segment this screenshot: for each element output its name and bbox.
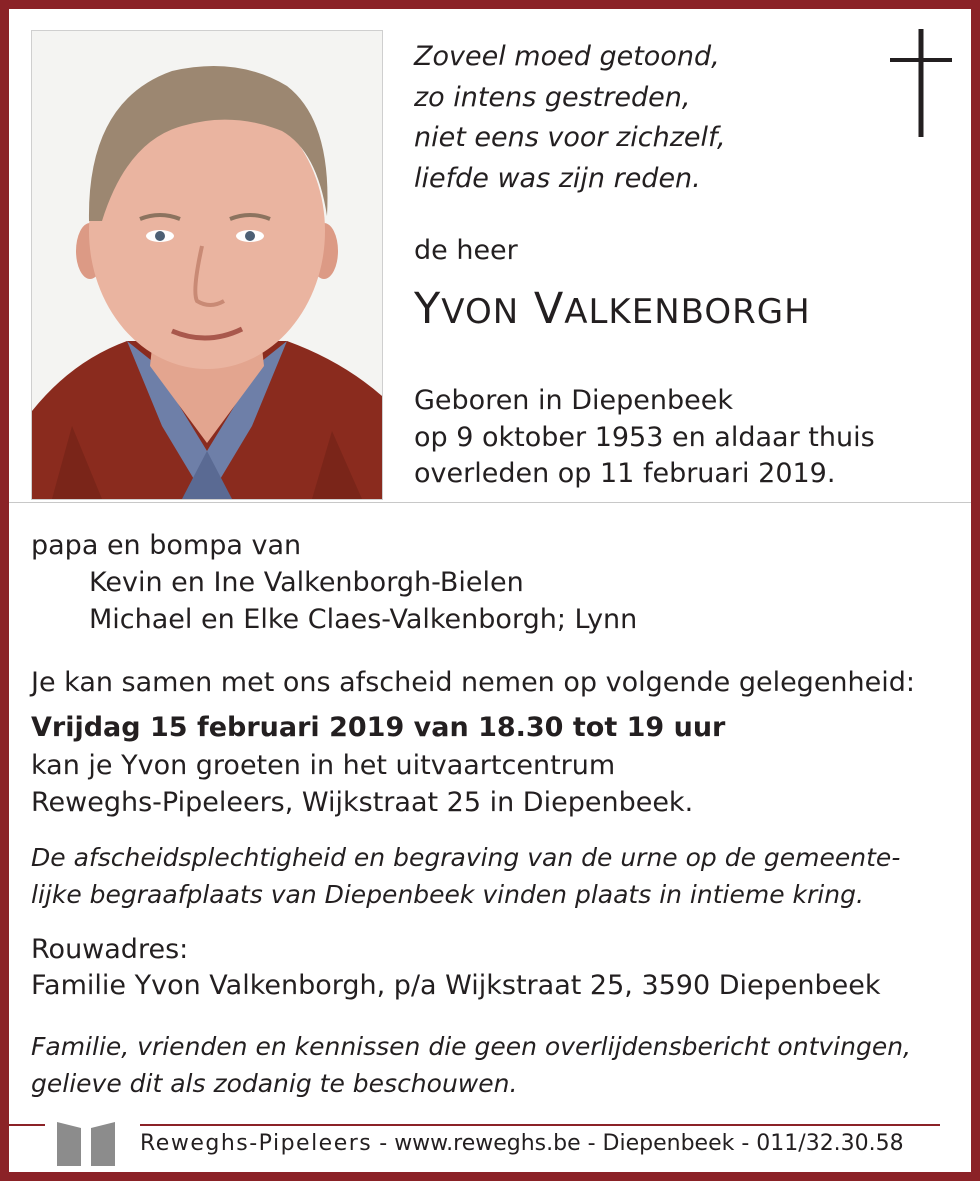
footer-details: - www.reweghs.be - Diepenbeek - 011/32.30.58 [372, 1131, 904, 1156]
name-initial: V [533, 284, 565, 334]
poem-line: liefde was zijn reden. [414, 162, 701, 194]
ceremony-note [31, 839, 900, 913]
child-entry: Kevin en Ine Valkenborgh-Bielen [89, 567, 524, 598]
honorific: de heer [414, 235, 518, 266]
section-divider [9, 502, 971, 503]
location-line: Reweghs-Pipeleers, Wijkstraat 25 in Diepenbeek. [31, 786, 694, 818]
ceremony-line: De afscheidsplechtigheid en begraving van de urne op de gemeente- [31, 843, 901, 872]
children-heading: papa en bompa van [31, 530, 302, 561]
closing-line: Familie, vrienden en kennissen die geen overlijdensbericht ontvingen, [31, 1032, 911, 1061]
portrait-photo [31, 30, 383, 500]
name-part: VON [441, 292, 520, 332]
name-initial: Y [414, 284, 442, 334]
location-line: kan je Yvon groeten in het uitvaartcentrum [31, 750, 616, 781]
closing-note [31, 1028, 911, 1102]
mourning-address-heading: Rouwadres: [31, 934, 189, 965]
poem-line: Zoveel moed getoond, [414, 41, 720, 72]
farewell-datetime: Vrijdag 15 februari 2019 van 18.30 tot 19 uur [31, 712, 726, 743]
children-list [89, 565, 637, 638]
deceased-name [414, 279, 811, 342]
poem-line: zo intens gestreden, [414, 81, 691, 113]
footer-contact [140, 1131, 904, 1156]
cross-icon [890, 29, 952, 137]
closing-line: gelieve dit als zodanig te beschouwen. [31, 1069, 518, 1098]
birth-line: op 9 oktober 1953 en aldaar thuis [414, 421, 875, 453]
portrait-illustration [32, 31, 382, 499]
poem [414, 37, 726, 199]
child-entry: Michael en Elke Claes-Valkenborgh; Lynn [89, 603, 638, 635]
farewell-intro: Je kan samen met ons afscheid nemen op volgende gelegenheid: [31, 667, 915, 698]
footer-brand: Reweghs-Pipeleers [140, 1131, 373, 1156]
birth-death-info [414, 383, 875, 493]
poem-line: niet eens voor zichzelf, [414, 122, 726, 153]
ceremony-line: lijke begraafplaats van Diepenbeek vinden plaats in intieme kring. [31, 880, 864, 909]
footer-rule [9, 1124, 45, 1126]
birth-line: overleden op 11 februari 2019. [414, 458, 836, 489]
footer-rule [140, 1124, 940, 1126]
funeral-home-logo-icon [57, 1114, 115, 1166]
birth-line: Geboren in Diepenbeek [414, 385, 733, 416]
farewell-location [31, 748, 693, 821]
mourning-address: Familie Yvon Valkenborgh, p/a Wijkstraat 25, 3590 Diepenbeek [31, 970, 881, 1001]
name-part: ALKENBORGH [564, 292, 811, 332]
